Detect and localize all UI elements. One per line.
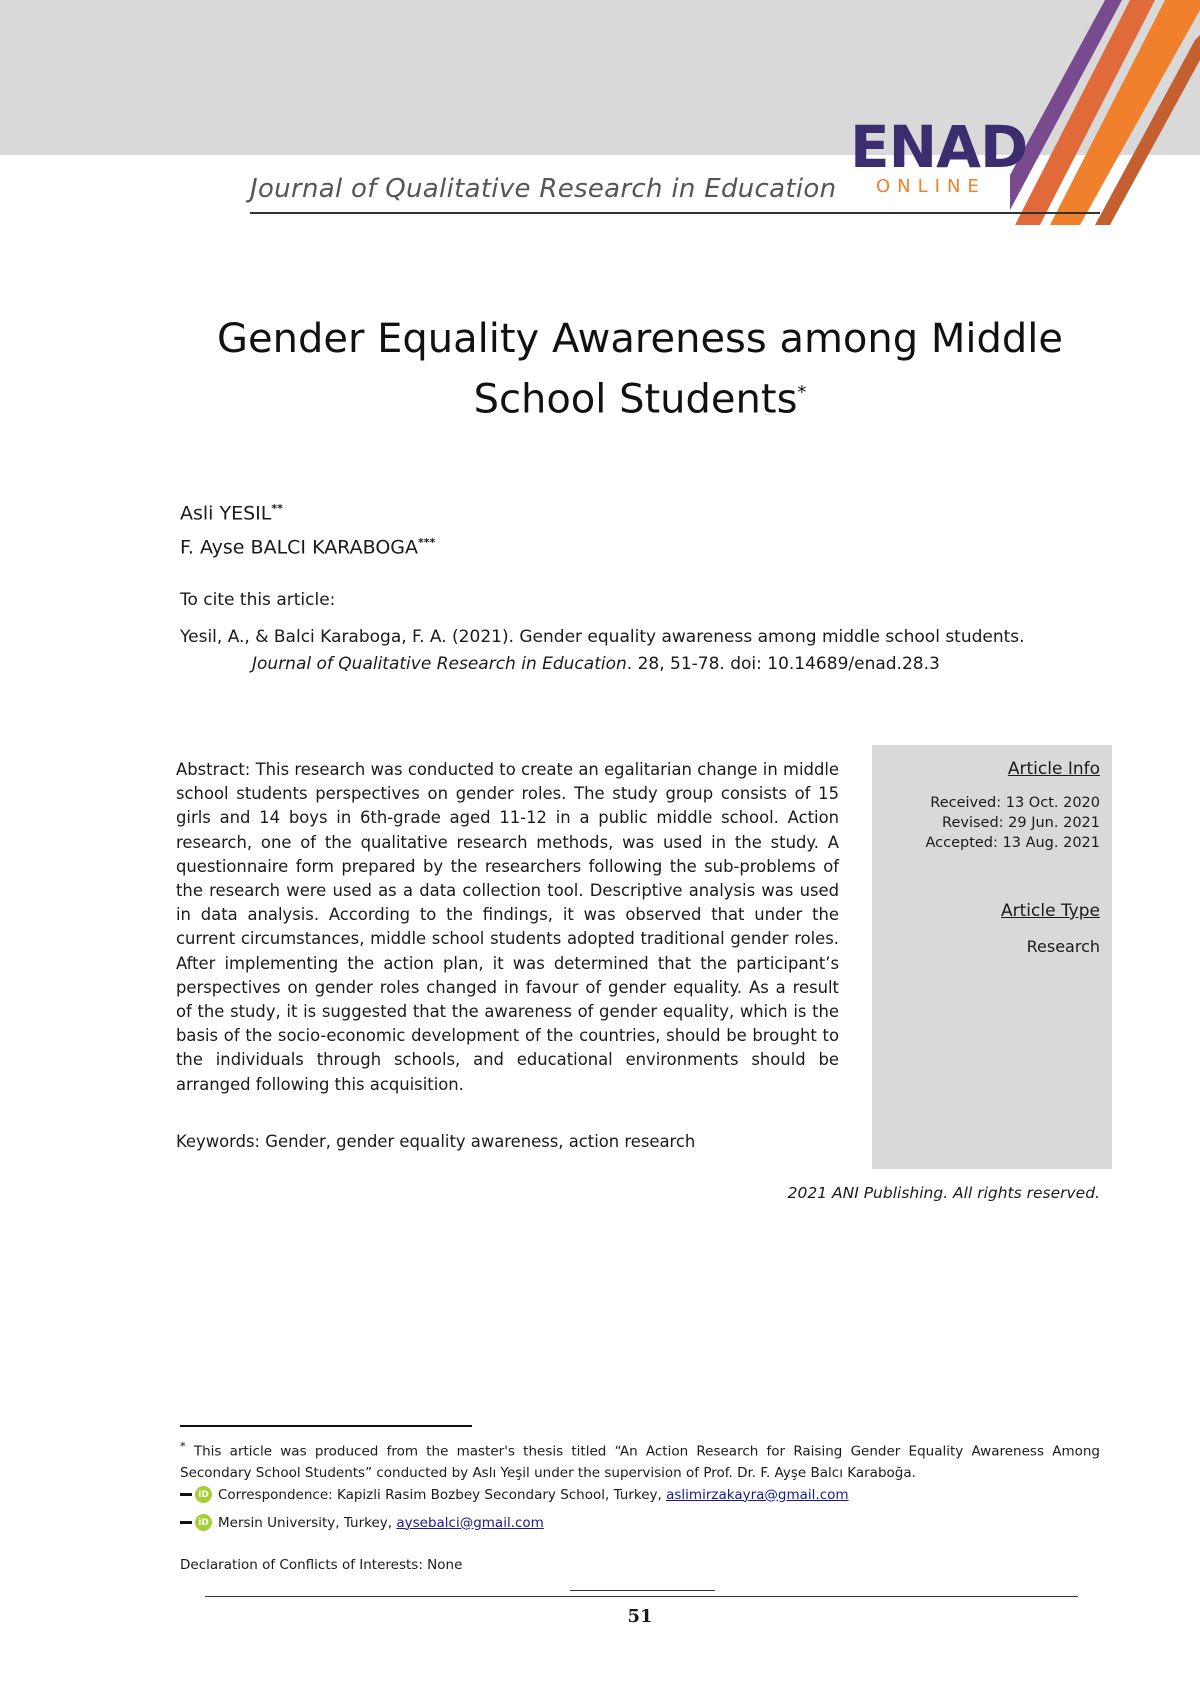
citation-text — [180, 624, 1100, 678]
footnote-correspondence — [180, 1486, 849, 1503]
affiliation-email-link[interactable]: aysebalci@gmail.com — [396, 1514, 544, 1531]
enad-logo[interactable] — [850, 113, 1030, 198]
citation-line: Yesil, A., & Balci Karaboga, F. A. (2021). Gender equality awareness among middle school students. — [180, 627, 1025, 647]
author-name: F. Ayse BALCI KARABOGA — [180, 536, 418, 559]
footnote-text: This article was produced from the master's thesis titled “An Action Research for Raising Gender Equality Awareness Among Secondary School Students” conducted by Aslı Yeşil under the supervision of Prof. Dr. F. Ayşe Balcı Karaboğa. — [180, 1443, 1100, 1481]
author-item — [180, 494, 435, 528]
received-date: Received: 13 Oct. 2020 — [930, 795, 1100, 811]
article-type-heading: Article Type — [1001, 901, 1100, 921]
orcid-icon[interactable]: iD — [195, 1486, 212, 1503]
logo-sub-text: ONLINE — [876, 176, 986, 197]
article-info-box — [872, 745, 1112, 1169]
footer-divider — [205, 1596, 1078, 1597]
footnote-affiliation — [180, 1514, 544, 1531]
footnote-mark: * — [180, 1440, 186, 1453]
decorative-stripes — [1010, 0, 1200, 225]
abstract-text: This research was conducted to create an egalitarian change in middle school students perspectives on gender roles. The study group consists of 15 girls and 14 boys in 6th-grade aged 11-12 in a public middle school. Action research, one of the qualitative research methods, was used in the study. A questionnaire form prepared by the researchers following the sub-problems of the research were used as a data collection tool. Descriptive analysis was used in data analysis. According to the findings, it was observed that under the current circumstances, middle school students adopted traditional gender roles. After implementing the action plan, it was determined that the participant’s perspectives on gender roles changed in favour of gender equality. As a result of the study, it is suggested that the awareness of gender equality, which is the basis of the socio-economic development of the countries, should be brought to the individuals through schools, and educational environments should be arranged following this acquisition. — [176, 760, 839, 1094]
citation-details: . 28, 51-78. doi: 10.14689/enad.28.3 — [626, 654, 940, 674]
correspondence-email-link[interactable]: aslimirzakayra@gmail.com — [666, 1486, 849, 1503]
citation-label: To cite this article: — [180, 590, 336, 610]
dash-icon — [180, 1493, 192, 1496]
dash-icon — [180, 1521, 192, 1524]
footnote-thesis — [180, 1436, 1100, 1484]
article-info-heading: Article Info — [1007, 759, 1100, 779]
footnote-divider — [180, 1425, 472, 1427]
keywords-label: Keywords: — [176, 1132, 261, 1151]
article-dates — [925, 793, 1100, 853]
article-title — [150, 312, 1130, 426]
logo-main-text: ENAD — [850, 113, 1028, 181]
author-list — [180, 494, 435, 563]
page-number: 51 — [627, 1606, 653, 1627]
citation-source — [180, 651, 1100, 678]
accepted-date: Accepted: 13 Aug. 2021 — [925, 835, 1100, 851]
title-text: Gender Equality Awareness among Middle School Students — [217, 316, 1063, 423]
title-footnote-mark: * — [797, 382, 807, 403]
keywords — [176, 1132, 695, 1151]
citation-journal: Journal of Qualitative Research in Education — [252, 654, 627, 674]
author-item — [180, 528, 435, 562]
author-mark: *** — [418, 536, 436, 550]
page-number-rule — [570, 1590, 715, 1591]
copyright-notice: 2021 ANI Publishing. All rights reserved. — [787, 1184, 1100, 1202]
article-type: Research — [1026, 937, 1100, 956]
conflicts-declaration: Declaration of Conflicts of Interests: None — [180, 1557, 463, 1573]
keywords-text: Gender, gender equality awareness, action research — [265, 1132, 696, 1151]
correspondence-text: Correspondence: Kapizli Rasim Bozbey Secondary School, Turkey, — [218, 1486, 662, 1503]
abstract — [176, 758, 839, 1097]
abstract-label: Abstract: — [176, 760, 251, 779]
affiliation-text: Mersin University, Turkey, — [218, 1514, 393, 1531]
orcid-icon[interactable]: iD — [195, 1514, 212, 1531]
journal-name: Journal of Qualitative Research in Education — [250, 174, 837, 204]
author-name: Asli YESIL — [180, 502, 272, 525]
revised-date: Revised: 29 Jun. 2021 — [942, 815, 1100, 831]
author-mark: ** — [271, 502, 283, 515]
header-divider — [250, 212, 1100, 214]
